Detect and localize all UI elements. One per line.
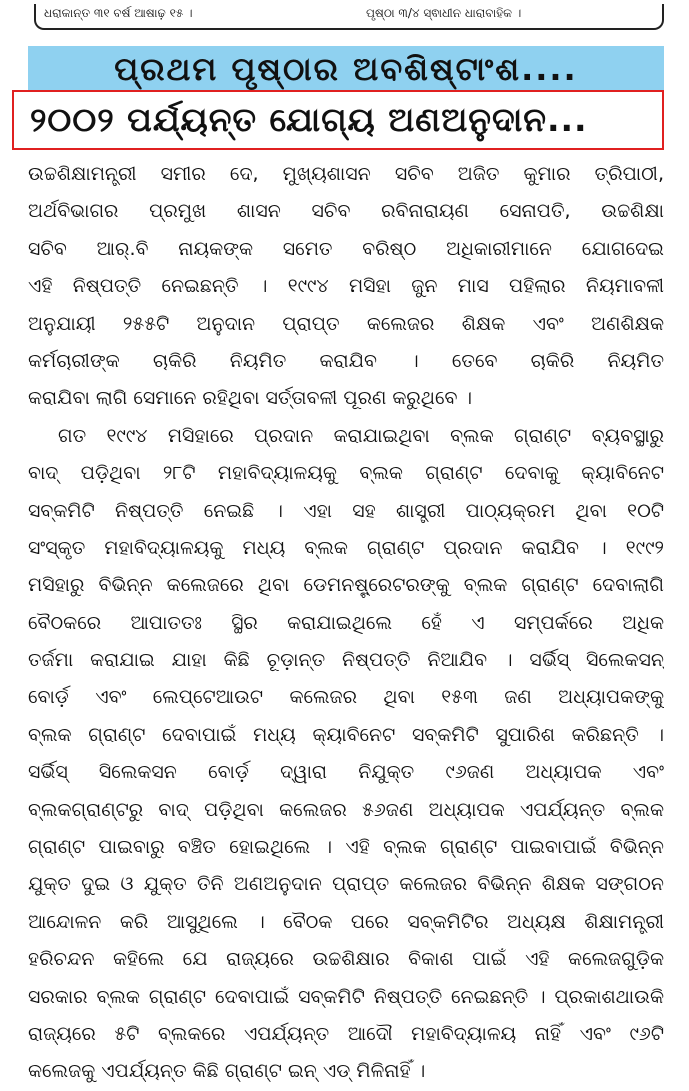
header-right-meta: ପୃଷ୍ଠା ୩/୪ ସ୍ଵାଧୀନ ଧାରାବାହିକ ।: [366, 6, 522, 20]
article-line: ବୈଠକରେ ଆପାତତଃ ସ୍ଥିର କରାଯାଇଥିଲେ ହେଁ ଏ ସମ୍ପର୍କରେ ଅଧିକ: [28, 611, 664, 634]
article-line: ଗ୍ରାଣ୍ଟ ପାଇବାରୁ ବଞ୍ଚିତ ହୋଇଥିଲେ । ଏହି ବ୍ଲକ ଗ୍ରାଣ୍ଟ ପାଇବାପାଇଁ ବିଭିନ୍ନ: [28, 836, 664, 859]
article-line: ବୋର୍ଡ଼ ଏବଂ ଲେପ୍ଟେଆଉଟ କଲେଜର ଥିବା ୧୫୩ ଜଣ ଅଧ୍ୟାପକଙ୍କୁ: [28, 686, 664, 709]
article-line: ସବ୍‌କମିଟି ନିଷ୍ପତ୍ତି ନେଇଛି । ଏହା ସହ ଶାସ୍ତ୍ରୀ ପାଠ୍ୟକ୍ରମ ଥିବା ୧୦ଟି: [28, 499, 664, 522]
article-line: କର୍ମଚାରୀଙ୍କ ଚାକିରି ନିୟମିତ କରାଯିବ । ତେବେ ଚାକିରି ନିୟମିତ: [28, 349, 664, 372]
article-headline: [12, 90, 664, 150]
article-line: ସରକାର ବ୍ଲକ ଗ୍ରାଣ୍ଟ ଦେବାପାଇଁ ସବ୍‌କମିଟି ନିଷ୍ପତ୍ତି ନେଇଛନ୍ତି । ପ୍ରକାଶଥାଉକି: [28, 985, 664, 1008]
article-line: ସର୍ଭିସ୍ ସିଲେକସନ ବୋର୍ଡ଼ ଦ୍ୱାରା ନିଯୁକ୍ତ ୯୬ଜଣ ଅଧ୍ୟାପକ ଏବଂ: [28, 761, 664, 784]
article-line: ବାଦ୍ ପଡ଼ିଥିବା ୨୮ଟି ମହାବିଦ୍ୟାଳୟକୁ ବ୍ଲକ ଗ୍ରାଣ୍ଟ ଦେବାକୁ କ୍ୟାବିନେଟ: [28, 462, 664, 485]
article-line: କରାଯିବା ଲାଗି ସେମାନେ ରହିଥିବା ସର୍ତ୍ତାବଳୀ ପୂରଣ କରୁଥିବେ ।: [28, 387, 473, 410]
page-header-strip: [34, 4, 664, 30]
article-line: ଆନ୍ଦୋଳନ କରି ଆସୁଥିଲେ । ବୈଠକ ପରେ ସବ୍‌କମିଟିର ଅଧ୍ୟକ୍ଷ ଶିକ୍ଷାମନ୍ତ୍ରୀ: [28, 910, 664, 933]
headline-text: ୨୦୦୨ ପର୍ଯ୍ୟନ୍ତ ଯୋଗ୍ୟ ଅଣଅନୁଦାନ...: [30, 100, 588, 139]
article-line: ଗତ ୧୯୯୪ ମସିହାରେ ପ୍ରଦାନ କରାଯାଇଥିବା ବ୍ଲକ ଗ୍ରାଣ୍ଟ ବ୍ୟବସ୍ଥାରୁ: [58, 424, 664, 447]
article-line: ଅର୍ଥବିଭାଗର ପ୍ରମୁଖ ଶାସନ ସଚିବ ରବିନାରାୟଣ ସେନାପତି, ଉଚ୍ଚଶିକ୍ଷା: [28, 200, 664, 223]
banner-text: ପ୍ରଥମ ପୃଷ୍ଠାର ଅବଶିଷ୍ଟାଂଶ....: [114, 49, 578, 88]
article-line: ବ୍ଲକ ଗ୍ରାଣ୍ଟ ଦେବାପାଇଁ ମଧ୍ୟ କ୍ୟାବିନେଟ ସବ୍‌କମିଟି ସୁପାରିଶ କରିଛନ୍ତି ।: [28, 723, 664, 746]
article-line: ସଂସ୍କୃତ ମହାବିଦ୍ୟାଳୟକୁ ମଧ୍ୟ ବ୍ଲକ ଗ୍ରାଣ୍ଟ ପ୍ରଦାନ କରାଯିବ । ୧୯୯୨: [28, 536, 664, 559]
article-line: କଲେଜକୁ ଏପର୍ଯ୍ୟନ୍ତ କିଛି ଗ୍ରାଣ୍ଟ ଇନ୍ ଏଡ୍ ମିଳିନାହିଁ ।: [28, 1060, 426, 1083]
article-line: ସଚିବ ଆର୍.ବି ନାୟକଙ୍କ ସମେତ ବରିଷ୍ଠ ଅଧିକାରୀମାନେ ଯୋଗଦେଇ: [28, 237, 664, 260]
article-line: ଯୁକ୍ତ ଦୁଇ ଓ ଯୁକ୍ତ ତିନି ଅଣଅନୁଦାନ ପ୍ରାପ୍ତ କଲେଜର ବିଭିନ୍ନ ଶିକ୍ଷକ ସଙ୍ଗଠନ: [28, 873, 664, 896]
article-line: ବ୍ଲକଗ୍ରାଣ୍ଟରୁ ବାଦ୍ ପଡ଼ିଥିବା କଲେଜର ୫୬ଜଣ ଅଧ୍ୟାପକ ଏପର୍ଯ୍ୟନ୍ତ ବ୍ଲକ: [28, 798, 664, 821]
article-line: ଅନୁଯାୟୀ ୨୫୫ଟି ଅନୁଦାନ ପ୍ରାପ୍ତ କଲେଜର ଶିକ୍ଷକ ଏବଂ ଅଣଶିକ୍ଷକ: [28, 312, 664, 335]
article-line: ଉଚ୍ଚଶିକ୍ଷାମନ୍ତ୍ରୀ ସମୀର ଦେ, ମୁଖ୍ୟଶାସନ ସଚିବ ଅଜିତ କୁମାର ତ୍ରିପାଠୀ,: [28, 163, 664, 185]
article-body: [28, 156, 664, 1091]
article-line: ମସିହାରୁ ବିଭିନ୍ନ କଲେଜରେ ଥିବା ଡେମନଷ୍ଟ୍ରେଟରଙ୍କୁ ବ୍ଲକ ଗ୍ରାଣ୍ଟ ଦେବାଲାଗି: [28, 574, 664, 597]
section-banner: [28, 46, 664, 92]
article-line: ହରିଚନ୍ଦନ କହିଲେ ଯେ ରାଜ୍ୟରେ ଉଚ୍ଚଶିକ୍ଷାର ବିକାଶ ପାଇଁ ଏହି କଲେଜଗୁଡ଼ିକ: [28, 948, 664, 971]
header-left-meta: ଧରାକାନ୍ତ ୩୧ ବର୍ଷ ଆଷାଢ଼ ୧୫ ।: [44, 6, 193, 20]
article-line: ଏହି ନିଷ୍ପତ୍ତି ନେଇଛନ୍ତି । ୧୯୯୪ ମସିହା ଜୁନ ମାସ ପହିଲାର ନିୟମାବଳୀ: [28, 275, 664, 298]
article-line: ତର୍ଜମା କରାଯାଇ ଯାହା କିଛି ଚୂଡ଼ାନ୍ତ ନିଷ୍ପତ୍ତି ନିଆଯିବ । ସର୍ଭିସ୍ ସିଲେକସନ୍: [28, 649, 664, 672]
article-line: ରାଜ୍ୟରେ ୫ଟି ବ୍ଲକରେ ଏପର୍ଯ୍ୟନ୍ତ ଆଦୌ ମହାବିଦ୍ୟାଳୟ ନାହିଁ ଏବଂ ୯୬ଟି: [28, 1022, 664, 1045]
